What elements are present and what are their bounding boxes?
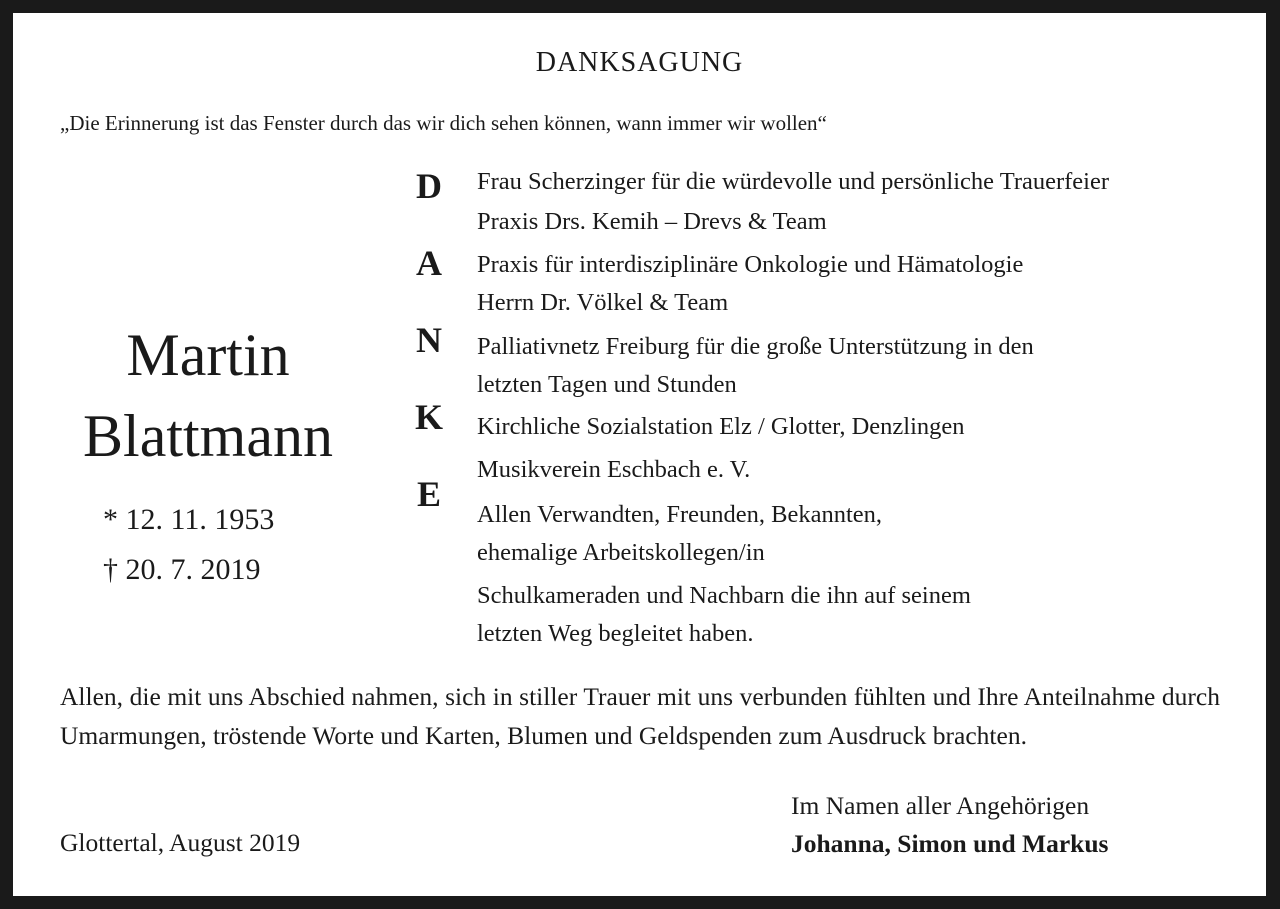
deceased-first-name: Martin [126,322,290,388]
thanks-line: ehemalige Arbeitskollegen/in [477,539,765,566]
death-date: † 20. 7. 2019 [103,553,261,586]
danke-letter-a: A [416,243,442,283]
deceased-last-name: Blattmann [83,403,333,469]
closing-paragraph: Allen, die mit uns Abschied nahmen, sich in stiller Trauer mit uns verbunden fühlten und Ihre Anteilnahme durch Umarmungen, tröstende Worte und Karten, Blumen und Geldspenden zum Ausdruck brachten. [60,682,1220,750]
thanks-line: Palliativnetz Freiburg für die große Unterstützung in den [477,333,1034,360]
thanks-line: Frau Scherzinger für die würdevolle und persönliche Trauerfeier [477,168,1110,195]
notice-title: DANKSAGUNG [535,47,744,78]
birth-date: * 12. 11. 1953 [103,503,275,536]
danke-letter-e: E [416,474,441,514]
on-behalf-line: Im Namen aller Angehörigen [791,791,1090,820]
thanks-line: Kirchliche Sozialstation Elz / Glotter, Denzlingen [477,413,965,440]
thanks-line: Musikverein Eschbach e. V. [477,456,751,483]
place-and-date: Glottertal, August 2019 [60,828,301,857]
thanks-line: Praxis Drs. Kemih – Drevs & Team [477,208,827,235]
thanks-line: Allen Verwandten, Freunden, Bekannten, [477,501,883,528]
danke-letter-d: D [416,166,442,206]
danke-letter-k: K [414,397,443,437]
thanks-line: letzten Weg begleitet haben. [477,620,754,647]
thanks-line: letzten Tagen und Stunden [477,371,737,398]
thanks-line: Herrn Dr. Völkel & Team [477,289,729,316]
danke-letter-n: N [416,320,442,360]
memorial-quote: „Die Erinnerung ist das Fenster durch das wir dich sehen können, wann immer wir wollen“ [60,111,827,135]
thanks-line: Schulkameraden und Nachbarn die ihn auf seinem [477,582,971,609]
thanks-line: Praxis für interdisziplinäre Onkologie und Hämatologie [477,251,1024,278]
signatories: Johanna, Simon und Markus [791,829,1109,858]
